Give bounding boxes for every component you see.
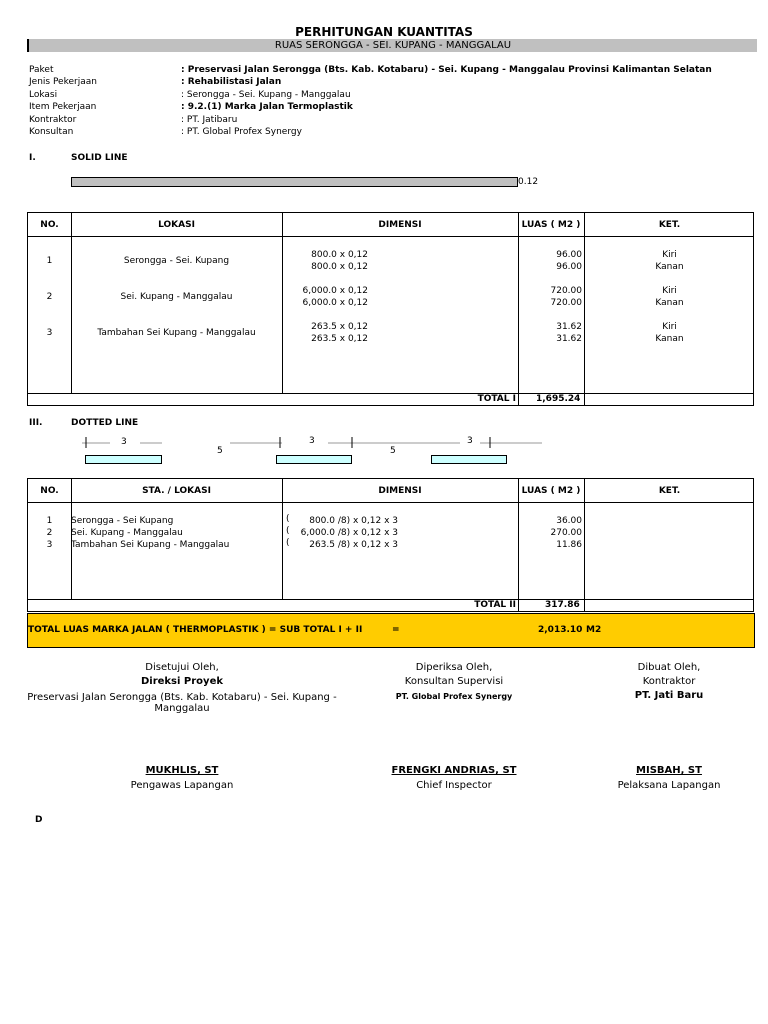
info-label-jenis: Jenis Pekerjaan (29, 77, 97, 87)
total2-value: 317.86 (545, 600, 580, 610)
d-row2-no: 2 (46, 528, 53, 538)
row3-ket-a: Kiri (662, 322, 677, 332)
row3-ket-b: Kanan (655, 334, 684, 344)
sig-left-name: MUKHLIS, ST (145, 765, 219, 776)
col-header-dimensi: DIMENSI (378, 220, 422, 230)
col2-header-ket: KET. (658, 486, 681, 496)
row1-lokasi: Serongga - Sei. Kupang (123, 256, 230, 266)
row1-dim-b: 800.0 x 0,12 (311, 262, 368, 272)
row1-no: 1 (46, 256, 53, 266)
row1-ket-a: Kiri (662, 250, 677, 260)
col-header-no: NO. (40, 220, 59, 230)
grand-total-unit: M2 (586, 625, 602, 635)
sig-center-name: FRENGKI ANDRIAS, ST (391, 765, 517, 776)
info-value-paket: : Preservasi Jalan Serongga (Bts. Kab. Kotabaru) - Sei. Kupang - Manggalau Provinsi Kalimantan Selatan (181, 65, 712, 75)
info-label-kontraktor: Kontraktor (29, 115, 77, 125)
col2-header-dimensi: DIMENSI (378, 486, 422, 496)
total1-value: 1,695.24 (536, 394, 581, 404)
d-row2-luas: 270.00 (550, 528, 582, 538)
row3-lokasi: Tambahan Sei Kupang - Manggalau (97, 328, 256, 338)
grand-total-value: 2,013.10 (538, 625, 583, 635)
total1-label: TOTAL I (477, 394, 516, 404)
sig-left-role: Pengawas Lapangan (130, 780, 234, 791)
row2-dim-a: 6,000.0 x 0,12 (302, 286, 368, 296)
sig-right-line1: Dibuat Oleh, (637, 662, 701, 673)
grand-total-row (27, 613, 755, 648)
row1-ket-b: Kanan (655, 262, 684, 272)
row1-luas-b: 96.00 (556, 262, 582, 272)
dash-segment-1 (85, 455, 162, 464)
col-header-luas: LUAS ( M2 ) (521, 220, 581, 230)
sig-left-line1: Disetujui Oleh, (145, 662, 219, 673)
sig-right-role: Pelaksana Lapangan (617, 780, 721, 791)
row2-ket-a: Kiri (662, 286, 677, 296)
dash-label-3: 3 (309, 436, 315, 446)
col-header-lokasi: LOKASI (158, 220, 195, 230)
row3-dim-b: 263.5 x 0,12 (311, 334, 368, 344)
d-row1-paren: ( (286, 514, 290, 524)
dash-label-2: 5 (217, 446, 223, 456)
d-row1-lokasi: Serongga - Sei Kupang (71, 516, 174, 526)
row2-luas-b: 720.00 (550, 298, 582, 308)
row2-ket-b: Kanan (655, 298, 684, 308)
col-header-ket: KET. (658, 220, 681, 230)
section3-number: III. (29, 418, 43, 428)
page-title: PERHITUNGAN KUANTITAS (295, 25, 473, 39)
sig-center-line3: PT. Global Profex Synergy (395, 692, 513, 701)
d-row1-dim: 800.0 /8) x 0,12 x 3 (309, 516, 398, 526)
row2-luas-a: 720.00 (550, 286, 582, 296)
col2-header-lokasi: STA. / LOKASI (142, 486, 211, 496)
info-label-item: Item Pekerjaan (29, 102, 97, 112)
info-label-konsultan: Konsultan (29, 127, 74, 137)
sig-left-line4: Manggalau (154, 703, 210, 714)
d-row3-paren: ( (286, 538, 290, 548)
info-value-item: : 9.2.(1) Marka Jalan Termoplastik (181, 102, 353, 112)
footer-mark: D (35, 815, 43, 825)
dash-label-4: 5 (390, 446, 396, 456)
info-label-paket: Paket (29, 65, 54, 75)
d-row3-no: 3 (46, 540, 53, 550)
table-dotted-line (27, 478, 754, 600)
row3-dim-a: 263.5 x 0,12 (311, 322, 368, 332)
row3-luas-a: 31.62 (556, 322, 582, 332)
row2-lokasi: Sei. Kupang - Manggalau (120, 292, 233, 302)
sig-center-line2: Konsultan Supervisi (404, 676, 504, 687)
d-row2-paren: ( (286, 526, 290, 536)
solid-line-bar (71, 177, 518, 187)
d-row2-dim: 6,000.0 /8) x 0,12 x 3 (300, 528, 398, 538)
table-solid-line (27, 212, 754, 394)
sig-left-line3: Preservasi Jalan Serongga (Bts. Kab. Kotabaru) - Sei. Kupang - (27, 692, 337, 703)
d-row1-no: 1 (46, 516, 53, 526)
info-value-kontraktor: : PT. Jatibaru (181, 115, 238, 125)
sig-center-role: Chief Inspector (416, 780, 492, 791)
info-value-jenis: : Rehabilistasi Jalan (181, 77, 282, 87)
d-row3-luas: 11.86 (556, 540, 582, 550)
section1-number: I. (29, 153, 36, 163)
info-label-lokasi: Lokasi (29, 90, 58, 100)
total-row-2 (27, 600, 754, 612)
info-value-konsultan: : PT. Global Profex Synergy (181, 127, 302, 137)
dash-label-1: 3 (121, 437, 127, 447)
row1-luas-a: 96.00 (556, 250, 582, 260)
total2-label: TOTAL II (474, 600, 516, 610)
grand-total-eq: = (392, 625, 400, 635)
row2-dim-b: 6,000.0 x 0,12 (302, 298, 368, 308)
row3-no: 3 (46, 328, 53, 338)
sig-right-name: MISBAH, ST (636, 765, 702, 776)
col2-header-no: NO. (40, 486, 59, 496)
page-subtitle: RUAS SERONGGA - SEI. KUPANG - MANGGALAU (27, 39, 757, 52)
row2-no: 2 (46, 292, 53, 302)
grand-total-label: TOTAL LUAS MARKA JALAN ( THERMOPLASTIK ) = SUB TOTAL I + II (28, 625, 363, 635)
sig-center-line1: Diperiksa Oleh, (415, 662, 493, 673)
total-row-1 (27, 394, 754, 406)
dash-segment-3 (431, 455, 507, 464)
d-row2-lokasi: Sei. Kupang - Manggalau (71, 528, 183, 538)
sig-right-line3: PT. Jati Baru (634, 690, 704, 701)
info-value-lokasi: : Serongga - Sei. Kupang - Manggalau (181, 90, 351, 100)
dash-label-5: 3 (467, 436, 473, 446)
col2-header-luas: LUAS ( M2 ) (521, 486, 581, 496)
dash-segment-2 (276, 455, 352, 464)
section1-title: SOLID LINE (71, 153, 128, 163)
d-row3-lokasi: Tambahan Sei Kupang - Manggalau (71, 540, 230, 550)
sig-left-line2: Direksi Proyek (140, 676, 224, 687)
row3-luas-b: 31.62 (556, 334, 582, 344)
solid-line-width: 0.12 (518, 177, 539, 187)
row1-dim-a: 800.0 x 0,12 (311, 250, 368, 260)
sig-right-line2: Kontraktor (642, 676, 696, 687)
d-row3-dim: 263.5 /8) x 0,12 x 3 (309, 540, 398, 550)
section3-title: DOTTED LINE (71, 418, 139, 428)
d-row1-luas: 36.00 (556, 516, 582, 526)
